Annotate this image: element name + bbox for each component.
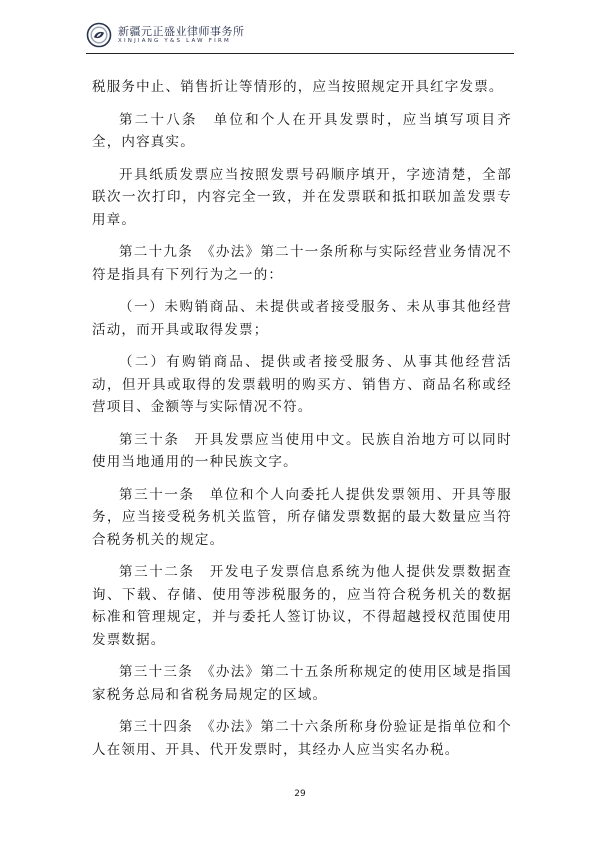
paragraph: 第三十条 开具发票应当使用中文。民族自治地方可以同时使用当地通用的一种民族文字。 — [92, 431, 512, 470]
paragraph: 开具纸质发票应当按照发票号码顺序填开，字迹清楚，全部联次一次打印，内容完全一致，并在发票联和抵扣联加盖发票专用章。 — [92, 166, 512, 228]
paragraph: 第二十八条 单位和个人在开具发票时，应当填写项目齐全，内容真实。 — [92, 111, 512, 150]
header-divider — [86, 53, 514, 54]
document-body — [92, 76, 512, 761]
firm-name-cn: 新疆元正盛业律师事务所 — [118, 24, 245, 38]
paragraph: （一）未购销商品、未提供或者接受服务、未从事其他经营活动，而开具或取得发票； — [92, 299, 512, 338]
paragraph: 第三十一条 单位和个人向委托人提供发票领用、开具等服务，应当接受税务机关监管，所存储发票数据的最大数量应当符合税务机关的规定。 — [92, 486, 512, 548]
paragraph: 第三十二条 开发电子发票信息系统为他人提供发票数据查询、下载、存储、使用等涉税服务的，应当符合税务机关的数据标准和管理规定，并与委托人签订协议，不得超越授权范围使用发票数据。 — [92, 564, 512, 648]
firm-name-block — [118, 26, 245, 45]
paragraph: 第三十三条 《办法》第二十五条所称规定的使用区域是指国家税务总局和省税务局规定的区域。 — [92, 664, 512, 703]
firm-logo-icon — [86, 22, 112, 48]
paragraph: 第三十四条 《办法》第二十六条所称身份验证是指单位和个人在领用、开具、代开发票时，其经办人应当实名办税。 — [92, 719, 512, 758]
paragraph: 税服务中止、销售折让等情形的，应当按照规定开具红字发票。 — [92, 79, 504, 95]
paragraph: （二）有购销商品、提供或者接受服务、从事其他经营活动，但开具或取得的发票载明的购买方、销售方、商品名称或经营项目、金额等与实际情况不符。 — [92, 354, 512, 415]
firm-name-en: XINJIANG Y&S LAW FIRM — [118, 37, 231, 44]
page-header — [86, 20, 245, 50]
page-number: 29 — [294, 789, 306, 799]
paragraph: 第二十九条 《办法》第二十一条所称与实际经营业务情况不符是指具有下列行为之一的： — [92, 244, 512, 283]
